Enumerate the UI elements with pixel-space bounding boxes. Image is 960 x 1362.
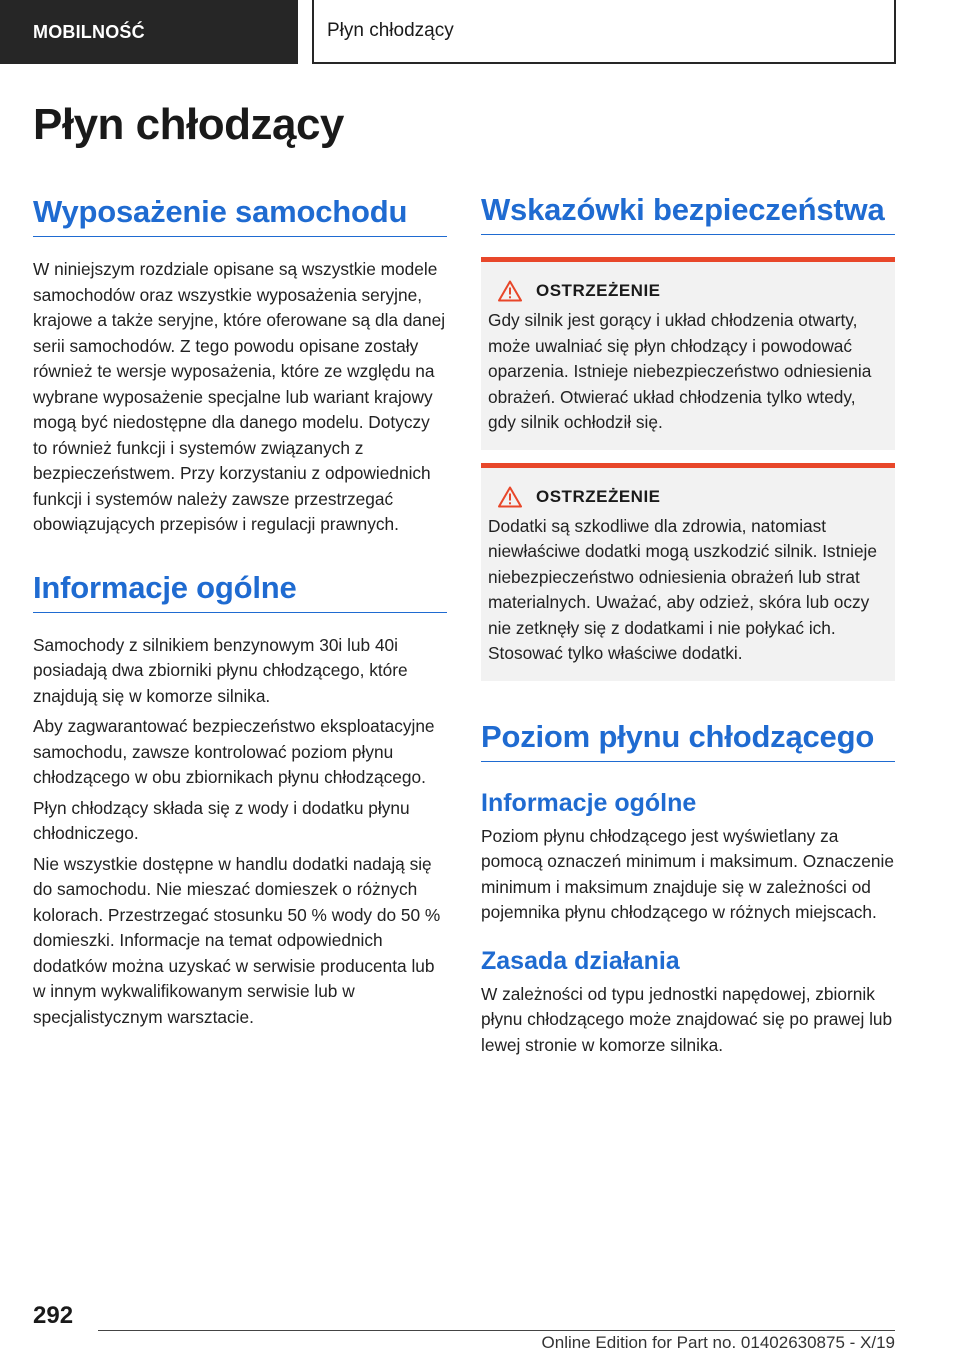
left-column <box>33 190 447 1030</box>
coolant-level-paragraph: Poziom płynu chłodzącego jest wyświetlany za pomocą oznaczeń minimum i maksimum. Oznaczenie minimum i maksimum znajduje się w zależności od pojemnika płynu chłodzącego w różnych miejscach. <box>481 825 894 922</box>
equipment-paragraph: W niniejszym rozdziale opisane są wszystkie modele samochodów oraz wszystkie wyposażenia seryjne, krajowe a także seryjne, które oferowane są dla danej serii samochodów. Z tego powodu opisane zostały również te wersje wyposażenia, które ze względu na wybrane wyposażenie specjalne lub wariant krajowy mogą być niedostępne dla danego modelu. Dotyczy to również funkcji i systemów związanych z bezpieczeństwem. Przy korzystaniu z odpowiednich funkcji i systemów należy zawsze przestrzegać obowiązujących przepisów i regulacji prawnych. <box>33 259 446 534</box>
page-title: Płyn chłodzący <box>33 100 344 149</box>
edition-text: Online Edition for Part no. 01402630875 - X/19 <box>541 1333 895 1352</box>
chapter-tab: Płyn chłodzący <box>312 0 896 64</box>
warning-triangle-icon <box>498 280 522 302</box>
warning-header <box>488 280 887 302</box>
warning-title: OSTRZEŻENIE <box>536 281 661 300</box>
general-paragraph-2: Aby zagwarantować bezpieczeństwo eksploatacyjne samochodu, zawsze kontrolować poziom płynu chłodzącego w obu zbiornikach płynu chłodzącego. <box>33 716 435 787</box>
warning-text: Dodatki są szkodliwe dla zdrowia, natomiast niewłaściwe dodatki mogą uszkodzić silnik. Istnieje niebezpieczeństwo odniesienia obrażeń lub strat materialnych. Uważać, aby odzież, skóra lub oczy nie zetknęły się z dodatkami i nie połykać ich. Stosować tylko właściwe dodatki. <box>488 515 878 663</box>
subheading-function: Zasada działania <box>481 946 680 975</box>
warning-box-1 <box>481 257 895 450</box>
heading-equipment: Wyposażenie samochodu <box>33 194 447 237</box>
warning-header <box>488 486 887 508</box>
heading-coolant-level: Poziom płynu chłodzącego <box>481 719 895 762</box>
function-paragraph: W zależności od typu jednostki napędowej, zbiornik płynu chłodzącego może znajdować się po prawej lub lewej stronie w komorze silnika. <box>481 983 893 1055</box>
subheading-general-info: Informacje ogólne <box>481 788 697 817</box>
heading-safety: Wskazówki bezpieczeństwa <box>481 192 895 235</box>
page-header <box>0 0 960 66</box>
warning-title: OSTRZEŻENIE <box>536 486 661 506</box>
section-tab: MOBILNOŚĆ <box>0 0 298 64</box>
footer-divider <box>98 1330 895 1331</box>
warning-text: Gdy silnik jest gorący i układ chłodzenia otwarty, może uwalniać się płyn chłodzący i powodować oparzenia. Istnieje niebezpieczeństwo odniesienia obrażeń. Otwierać układ chłodzenia tylko wtedy, gdy silnik ochłodził się. <box>488 310 872 432</box>
right-column <box>481 190 895 1058</box>
general-paragraph-4: Nie wszystkie dostępne w handlu dodatki nadają się do samochodu. Nie mieszać domieszek o różnych kolorach. Przestrzegać stosunku 50 % wody do 50 % domieszki. Informacje na temat odpowiednich dodatków można uzyskać w serwisie producenta lub w innym wykwalifikowanym serwisie lub w specjalistycznym warsztacie. <box>33 853 441 1027</box>
heading-general-info: Informacje ogólne <box>33 570 447 613</box>
warning-box-2 <box>481 463 895 681</box>
general-paragraph-3: Płyn chłodzący składa się z wody i dodatku płynu chłodniczego. <box>33 797 410 843</box>
page-number: 292 <box>33 1302 74 1329</box>
warning-triangle-icon <box>498 486 522 508</box>
general-paragraph-1: Samochody z silnikiem benzynowym 30i lub 40i posiadają dwa zbiorniki płynu chłodzącego, które znajdują się w komorze silnika. <box>33 634 408 706</box>
